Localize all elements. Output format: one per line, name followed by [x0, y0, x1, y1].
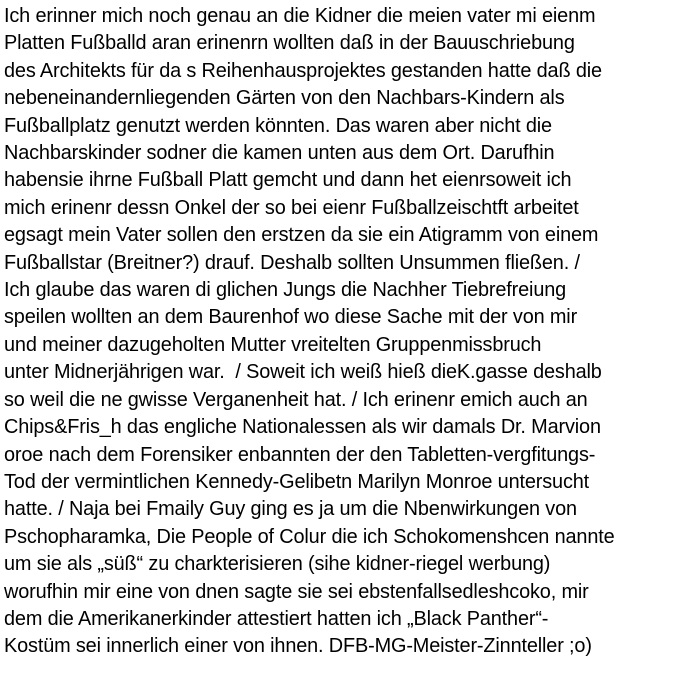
text-line-6: Nachbarskinder sodner die kamen unten aus dem Ort. Darufhin [4, 142, 555, 165]
text-line-11: Ich glaube das waren di glichen Jungs die Nachher Tiebrefreiung [4, 279, 567, 302]
text-line-21: um sie als „süß“ zu charkterisieren (sihe kidner-riegel werbung) [4, 553, 551, 576]
text-line-16: Chips&Fris_h das engliche Nationalessen als wir damals Dr. Marvion [4, 416, 601, 439]
text-line-14: unter Midnerjährigen war. / Soweit ich weiß hieß dieK.gasse deshalb [4, 361, 602, 384]
text-line-3: des Architekts für da s Reihenhausprojektes gestanden hatte daß die [4, 59, 602, 82]
text-line-23: dem die Amerikanerkinder attestiert hatten ich „Black Panther“- [4, 607, 549, 630]
text-line-24: Kostüm sei innerlich einer von ihnen. DFB-MG-Meister-Zinnteller ;o) [4, 635, 592, 658]
text-line-20: Pschopharamka, Die People of Colur die ich Schokomenshcen nannte [4, 525, 615, 548]
text-line-9: egsagt mein Vater sollen den erstzen da sie ein Atigramm von einem [4, 224, 599, 247]
text-line-18: Tod der vermintlichen Kennedy-Gelibetn Marilyn Monroe untersucht [4, 470, 590, 493]
text-line-22: worufhin mir eine von dnen sagte sie sei ebstenfallsedleshcoko, mir [4, 580, 589, 603]
text-line-19: hatte. / Naja bei Fmaily Guy ging es ja um die Nbenwirkungen von [4, 498, 577, 521]
text-line-4: nebeneinandernliegenden Gärten von den Nachbars-Kindern als [4, 87, 565, 110]
text-line-1: Ich erinner mich noch genau an die Kidner die meien vater mi eienm [4, 5, 596, 27]
text-line-10: Fußballstar (Breitner?) drauf. Deshalb sollten Unsummen fließen. / [4, 251, 580, 274]
text-line-13: und meiner dazugeholten Mutter vreitelten Gruppenmissbruch [4, 333, 542, 356]
text-line-5: Fußballplatz genutzt werden könnten. Das waren aber nicht die [4, 114, 552, 137]
text-line-17: oroe nach dem Forensiker enbannten der den Tabletten-vergfitungs- [4, 443, 596, 466]
text-line-7: habensie ihrne Fußball Platt gemcht und dann het eienrsoweit ich [4, 169, 572, 192]
text-line-2: Platten Fußballd aran erinenrn wollten daß in der Bauuschriebung [4, 32, 575, 55]
text-line-8: mich erinenr dessn Onkel der so bei eienr Fußballzeischtft arbeitet [4, 196, 579, 219]
text-line-12: speilen wollten an dem Baurenhof wo diese Sache mit der von mir [4, 306, 578, 329]
text-line-15: so weil die ne gwisse Verganenheit hat. / Ich erinenr emich auch an [4, 388, 588, 411]
